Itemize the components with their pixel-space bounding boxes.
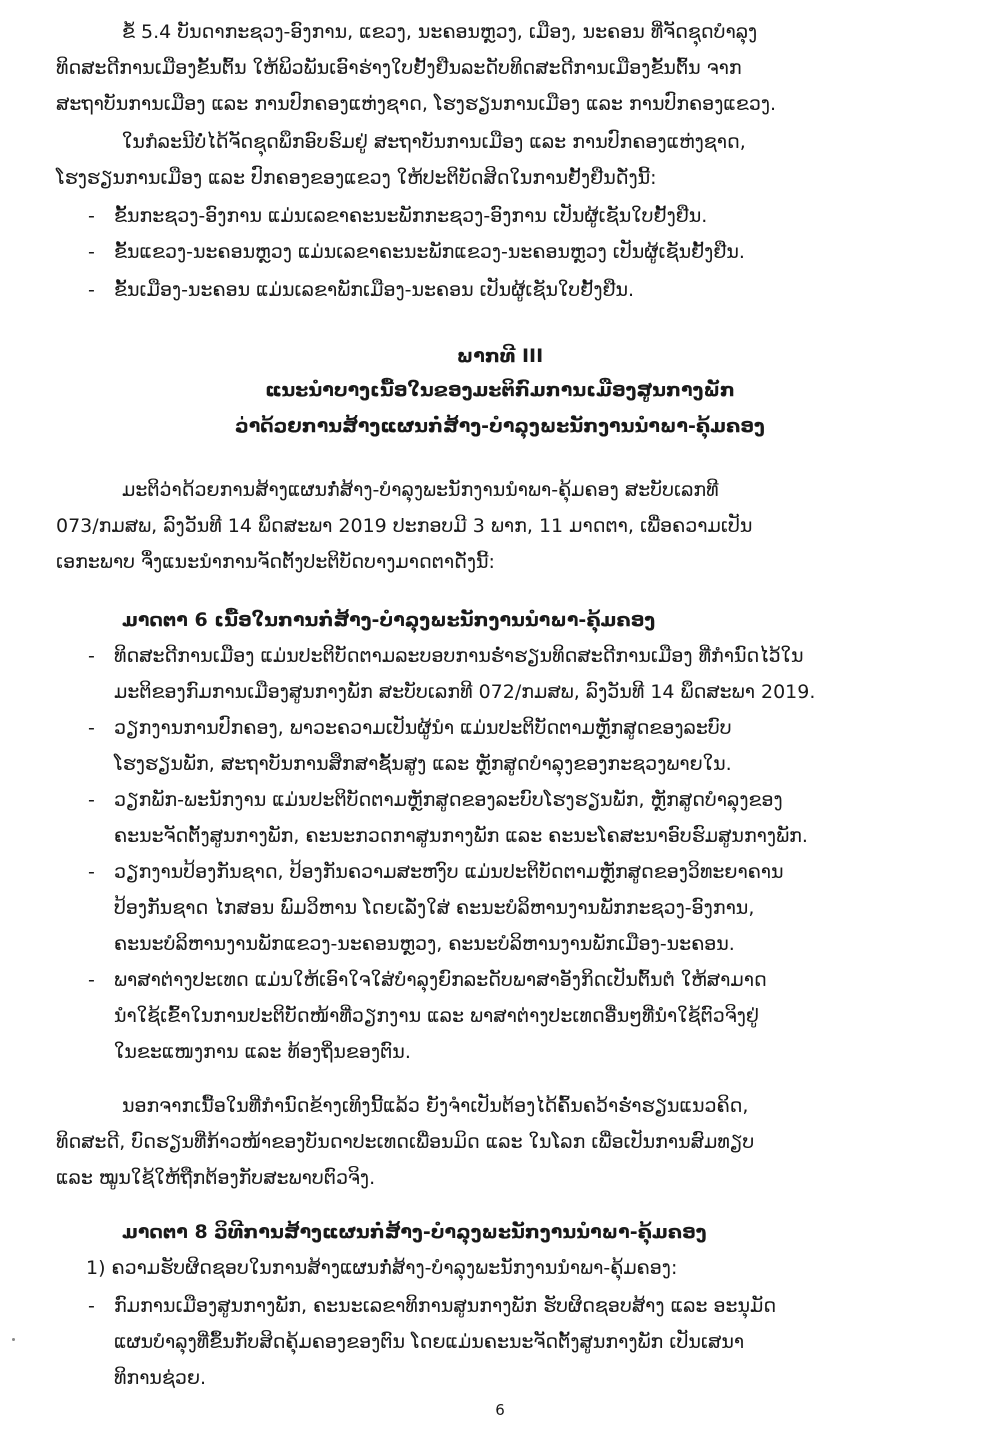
article-heading: ມາດຕາ 6 ເນື້ອໃນການກໍ່ສ້າງ-ບຳລຸງພະນັກງານນຳພາ-ຄຸ້ມຄອງ xyxy=(122,609,656,631)
bullet-text: ຂັ້ນແຂວງ-ນະຄອນຫຼວງ ແມ່ນເລຂາຄະນະພັກແຂວງ-ນະຄອນຫຼວງ ເປັນຜູ້ເຊັນຢັ້ງຢືນ. xyxy=(114,241,745,263)
bullet-dash: - xyxy=(88,969,95,991)
bullet-text: ຂັ້ນກະຊວງ-ອົງການ ແມ່ນເລຂາຄະນະພັກກະຊວງ-ອົງການ ເປັນຜູ້ເຊັນໃບຢັ້ງຢືນ. xyxy=(114,205,708,227)
text-line: ໃນກໍລະນີບໍ່ໄດ້ຈັດຊຸດພຶກອົບຮົມຢູ່ ສະຖາບັນການເມືອງ ແລະ ການປົກຄອງແຫ່ງຊາດ, xyxy=(122,131,746,153)
bullet-text: ແຜນບຳລຸງທີ່ຂຶ້ນກັບສິດຄຸ້ມຄອງຂອງຕົນ ໂດຍແມ່ນຄະນະຈັດຕັ້ງສູນກາງພັກ ເປັນເສນາ xyxy=(114,1331,745,1353)
bullet-text: ວຽກງານປ້ອງກັນຊາດ, ປ້ອງກັນຄວາມສະຫງົບ ແມ່ນປະຕິບັດຕາມຫຼັກສູດຂອງວິທະຍາຄານ xyxy=(114,861,784,883)
numbered-item: 1) ຄວາມຮັບຜິດຊອບໃນການສ້າງແຜນກໍ່ສ້າງ-ບຳລຸງພະນັກງານນຳພາ-ຄຸ້ມຄອງ: xyxy=(86,1257,678,1279)
text-line: ມະຕິວ່າດ້ວຍການສ້າງແຜນກໍ່ສ້າງ-ບຳລຸງພະນັກງານນຳພາ-ຄຸ້ມຄອງ ສະບັບເລກທີ xyxy=(122,479,719,501)
text-line: ສະຖາບັນການເມືອງ ແລະ ການປົກຄອງແຫ່ງຊາດ, ໂຮງຮຽນການເມືອງ ແລະ ການປົກຄອງແຂວງ. xyxy=(56,93,777,115)
text-line: ນອກຈາກເນື້ອໃນທີ່ກຳນົດຂ້າງເທິງນີ້ແລ້ວ ຍັງຈຳເປັນຕ້ອງໄດ້ຄົ້ນຄວ້າຮ່ຳຮຽນແນວຄິດ, xyxy=(122,1095,749,1117)
bullet-dash: - xyxy=(88,279,95,301)
bullet-text: ຂັ້ນເມືອງ-ນະຄອນ ແມ່ນເລຂາພັກເມືອງ-ນະຄອນ ເປັນຜູ້ເຊັນໃບຢັ້ງຢືນ. xyxy=(114,279,635,301)
text-line: ທິດສະດີ, ບົດຮຽນທີ່ກ້າວໜ້າຂອງບັນດາປະເທດເພື່ອນມິດ ແລະ ໃນໂລກ ເພື່ອເປັນການສົມທຽບ xyxy=(56,1131,755,1153)
scan-speck xyxy=(12,1338,15,1341)
bullet-dash: - xyxy=(88,717,95,739)
bullet-text: ນຳໃຊ້ເຂົ້າໃນການປະຕິບັດໜ້າທີ່ວຽກງານ ແລະ ພາສາຕ່າງປະເທດອື່ນໆທີ່ນຳໃຊ້ຕົວຈິງຢູ່ xyxy=(114,1005,759,1027)
bullet-dash: - xyxy=(88,241,95,263)
bullet-text: ວຽກພັກ-ພະນັກງານ ແມ່ນປະຕິບັດຕາມຫຼັກສູດຂອງລະບົບໂຮງຮຽນພັກ, ຫຼັກສູດບຳລຸງຂອງ xyxy=(114,789,783,811)
bullet-text: ຄະນະບໍລິຫານງານພັກແຂວງ-ນະຄອນຫຼວງ, ຄະນະບໍລິຫານງານພັກເມືອງ-ນະຄອນ. xyxy=(114,933,735,955)
bullet-text: ໃນຂະແໜງການ ແລະ ທ້ອງຖິ່ນຂອງຕົນ. xyxy=(114,1041,411,1063)
bullet-text: ຄະນະຈັດຕັ້ງສູນກາງພັກ, ຄະນະກວດກາສູນກາງພັກ ແລະ ຄະນະໂຄສະນາອົບຮົມສູນກາງພັກ. xyxy=(114,825,808,847)
page-number: 6 xyxy=(495,1401,505,1419)
bullet-text: ວຽກງານການປົກຄອງ, ພາວະຄວາມເປັນຜູ້ນຳ ແມ່ນປະຕິບັດຕາມຫຼັກສູດຂອງລະບົບ xyxy=(114,717,732,739)
text-line: ທິດສະດີການເມືອງຂັ້ນຕົ້ນ ໃຫ້ພິວພັນເອົາຮ່າງໃບຢັ້ງຢືນລະດັບທິດສະດີການເມືອງຂັ້ນຕົ້ນ ຈາກ xyxy=(56,57,742,79)
bullet-text: ທິການຊ່ວຍ. xyxy=(114,1367,207,1389)
part-subtitle-line: ແນະນຳບາງເນື້ອໃນຂອງມະຕິກົມການເມືອງສູນກາງພັກ xyxy=(265,379,735,401)
bullet-dash: - xyxy=(88,1295,95,1317)
bullet-text: ກົມການເມືອງສູນກາງພັກ, ຄະນະເລຂາທິການສູນກາງພັກ ຮັບຜິດຊອບສ້າງ ແລະ ອະນຸມັດ xyxy=(114,1295,777,1317)
bullet-text: ໂຮງຮຽນພັກ, ສະຖາບັນການສຶກສາຊັ້ນສູງ ແລະ ຫຼັກສູດບຳລຸງຂອງກະຊວງພາຍໃນ. xyxy=(114,753,732,775)
bullet-dash: - xyxy=(88,205,95,227)
part-title: ພາກທີ III xyxy=(456,345,544,367)
bullet-text: ມະຕິຂອງກົມການເມືອງສູນກາງພັກ ສະບັບເລກທີ 072/ກມສພ, ລົງວັນທີ 14 ພຶດສະພາ 2019. xyxy=(114,681,816,703)
bullet-text: ພາສາຕ່າງປະເທດ ແມ່ນໃຫ້ເອົາໃຈໃສ່ບຳລຸງຍົກລະດັບພາສາອັງກິດເປັນຕົ້ນຕໍ ໃຫ້ສາມາດ xyxy=(114,969,767,991)
bullet-dash: - xyxy=(88,645,95,667)
article-heading: ມາດຕາ 8 ວິທີການສ້າງແຜນກໍ່ສ້າງ-ບຳລຸງພະນັກງານນຳພາ-ຄຸ້ມຄອງ xyxy=(122,1221,707,1243)
text-line: ໂຮງຮຽນການເມືອງ ແລະ ປົກຄອງຂອງແຂວງ ໃຫ້ປະຕິບັດສິດໃນການຢັ້ງຢືນດັ່ງນີ້: xyxy=(56,167,657,189)
part-subtitle-line: ວ່າດ້ວຍການສ້າງແຜນກໍ່ສ້າງ-ບຳລຸງພະນັກງານນຳພາ-ຄຸ້ມຄອງ xyxy=(235,415,765,437)
bullet-dash: - xyxy=(88,861,95,883)
text-line: ແລະ ໝູນໃຊ້ໃຫ້ຖືກຕ້ອງກັບສະພາບຕົວຈິງ. xyxy=(56,1167,376,1189)
bullet-dash: - xyxy=(88,789,95,811)
text-line: ເອກະພາບ ຈຶ່ງແນະນຳການຈັດຕັ້ງປະຕິບັດບາງມາດຕາດັ່ງນີ້: xyxy=(56,551,495,573)
bullet-text: ປ້ອງກັນຊາດ ໄກສອນ ພົມວິຫານ ໂດຍເລັ່ງໃສ່ ຄະນະບໍລິຫານງານພັກກະຊວງ-ອົງການ, xyxy=(114,897,755,919)
text-line: 073/ກມສພ, ລົງວັນທີ 14 ພຶດສະພາ 2019 ປະກອບມີ 3 ພາກ, 11 ມາດຕາ, ເພື່ອຄວາມເປັນ xyxy=(56,515,753,537)
text-line: ຂໍ້ 5.4 ບັນດາກະຊວງ-ອົງການ, ແຂວງ, ນະຄອນຫຼວງ, ເມືອງ, ນະຄອນ ທີ່ຈັດຊຸດບຳລຸງ xyxy=(122,21,758,43)
bullet-text: ທິດສະດີການເມືອງ ແມ່ນປະຕິບັດຕາມລະບອບການຮ່ຳຮຽນທິດສະດີການເມືອງ ທີ່ກຳນົດໄວ້ໃນ xyxy=(114,645,804,667)
